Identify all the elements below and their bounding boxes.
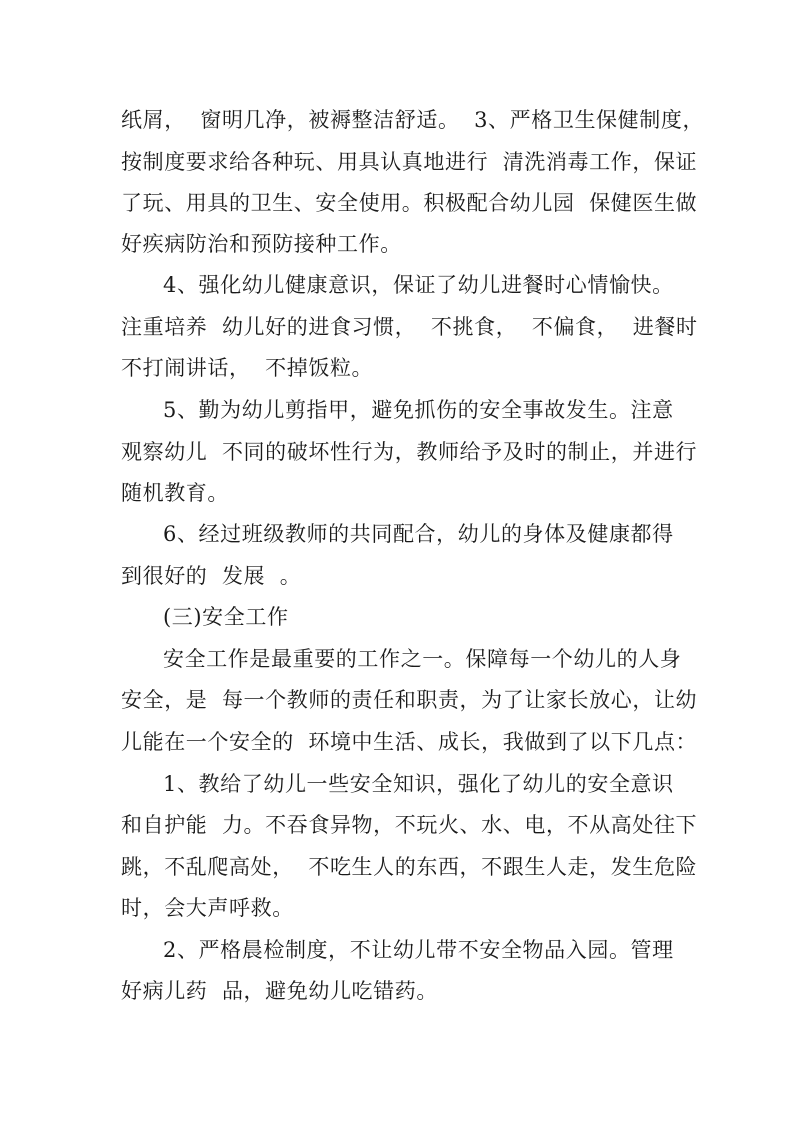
text-line: 随机教育。 bbox=[121, 481, 229, 505]
text-line: 了玩、用具的卫生、安全使用。积极配合幼儿园 保健医生做 bbox=[121, 191, 698, 215]
text-line: 时，会大声呼救。 bbox=[121, 896, 294, 920]
text-line: 5、勤为幼儿剪指甲，避免抓伤的安全事故发生。注意 bbox=[163, 398, 674, 422]
text-line: 2、严格晨检制度，不让幼儿带不安全物品入园。管理 bbox=[163, 938, 674, 962]
text-line: 按制度要求给各种玩、用具认真地进行 清洗消毒工作，保证 bbox=[121, 150, 698, 174]
text-line: 4、强化幼儿健康意识，保证了幼儿进餐时心情愉快。 bbox=[163, 273, 674, 297]
text-line: 不打闹讲话， 不掉饭粒。 bbox=[121, 356, 374, 380]
text-line: 注重培养 幼儿好的进食习惯， 不挑食， 不偏食， 进餐时 bbox=[121, 315, 698, 339]
text-line: 观察幼儿 不同的破坏性行为，教师给予及时的制止，并进行 bbox=[121, 440, 698, 464]
text-line: 和自护能 力。不吞食异物，不玩火、水、电，不从高处往下 bbox=[121, 813, 698, 837]
text-line: 6、经过班级教师的共同配合，幼儿的身体及健康都得 bbox=[163, 522, 674, 546]
text-line: 1、教给了幼儿一些安全知识，强化了幼儿的安全意识 bbox=[163, 772, 674, 796]
text-line: 安全，是 每一个教师的责任和职责，为了让家长放心，让幼 bbox=[121, 688, 698, 712]
text-line: 到很好的 发展 。 bbox=[121, 564, 302, 588]
text-line: 好疾病防治和预防接种工作。 bbox=[121, 232, 402, 256]
text-line: 安全工作是最重要的工作之一。保障每一个幼儿的人身 bbox=[163, 647, 682, 671]
text-line: 跳，不乱爬高处， 不吃生人的东西，不跟生人走，发生危险 bbox=[121, 855, 698, 879]
text-line: 纸屑， 窗明几净，被褥整洁舒适。 3、严格卫生保健制度， bbox=[121, 108, 705, 132]
section-heading: (三)安全工作 bbox=[163, 605, 289, 629]
text-line: 好病儿药 品，避免幼儿吃错药。 bbox=[121, 979, 438, 1003]
text-line: 儿能在一个安全的 环境中生活、成长，我做到了以下几点： bbox=[121, 730, 698, 754]
